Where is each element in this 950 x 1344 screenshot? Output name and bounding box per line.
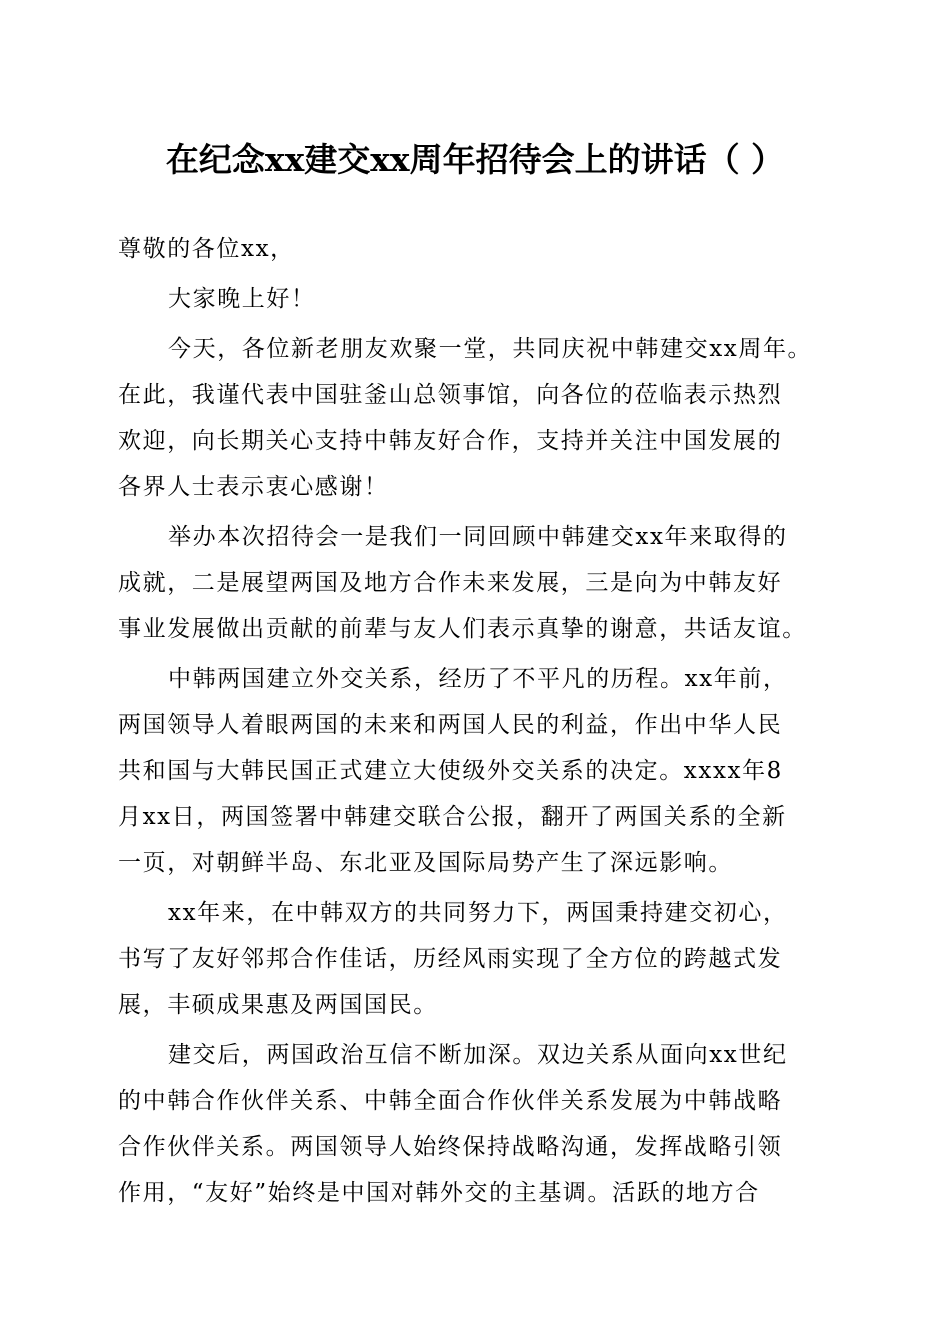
- document-body: [118, 226, 842, 1216]
- paragraph-line: 建交后，两国政治互信不断加深。双边关系从面向xx世纪: [168, 1042, 788, 1068]
- greeting-line: 大家晚上好！: [168, 286, 316, 312]
- paragraph-line: 的中韩合作伙伴关系、中韩全面合作伙伴关系发展为中韩战略: [118, 1088, 783, 1114]
- paragraph-line: 两国领导人着眼两国的未来和两国人民的利益，作出中华人民: [118, 712, 783, 738]
- paragraph-line: 月xx日，两国签署中韩建交联合公报，翻开了两国关系的全新: [118, 804, 787, 830]
- paragraph-line: 举办本次招待会一是我们一同回顾中韩建交xx年来取得的: [168, 524, 788, 550]
- paragraph-line: 合作伙伴关系。两国领导人始终保持战略沟通，发挥战略引领: [118, 1134, 783, 1160]
- document-title: 在纪念xx建交xx周年招待会上的讲话（ ）: [165, 140, 785, 179]
- paragraph-line: 事业发展做出贡献的前辈与友人们表示真挚的谢意，共话友谊。: [118, 616, 807, 642]
- paragraph-line: 共和国与大韩民国正式建立大使级外交关系的决定。xxxx年8: [118, 758, 783, 784]
- paragraph-line: xx年来，在中韩双方的共同努力下，两国秉持建交初心，: [168, 900, 788, 926]
- paragraph-line: 在此，我谨代表中国驻釜山总领事馆，向各位的莅临表示热烈: [118, 382, 783, 408]
- paragraph-line: 欢迎，向长期关心支持中韩友好合作，支持并关注中国发展的: [118, 428, 783, 454]
- paragraph-line: 今天，各位新老朋友欢聚一堂，共同庆祝中韩建交xx周年。: [168, 336, 813, 362]
- salutation-line: 尊敬的各位xx，: [118, 236, 295, 262]
- paragraph-line: 展，丰硕成果惠及两国国民。: [118, 992, 438, 1018]
- paragraph-line: 中韩两国建立外交关系，经历了不平凡的历程。xx年前，: [168, 666, 788, 692]
- paragraph-line: 书写了友好邻邦合作佳话，历经风雨实现了全方位的跨越式发: [118, 946, 783, 972]
- paragraph-line: 一页，对朝鲜半岛、东北亚及国际局势产生了深远影响。: [118, 850, 733, 876]
- paragraph-line: 作用，“友好”始终是中国对韩外交的主基调。活跃的地方合: [118, 1180, 760, 1206]
- paragraph-line: 各界人士表示衷心感谢！: [118, 474, 389, 500]
- paragraph-line: 成就，二是展望两国及地方合作未来发展，三是向为中韩友好: [118, 570, 783, 596]
